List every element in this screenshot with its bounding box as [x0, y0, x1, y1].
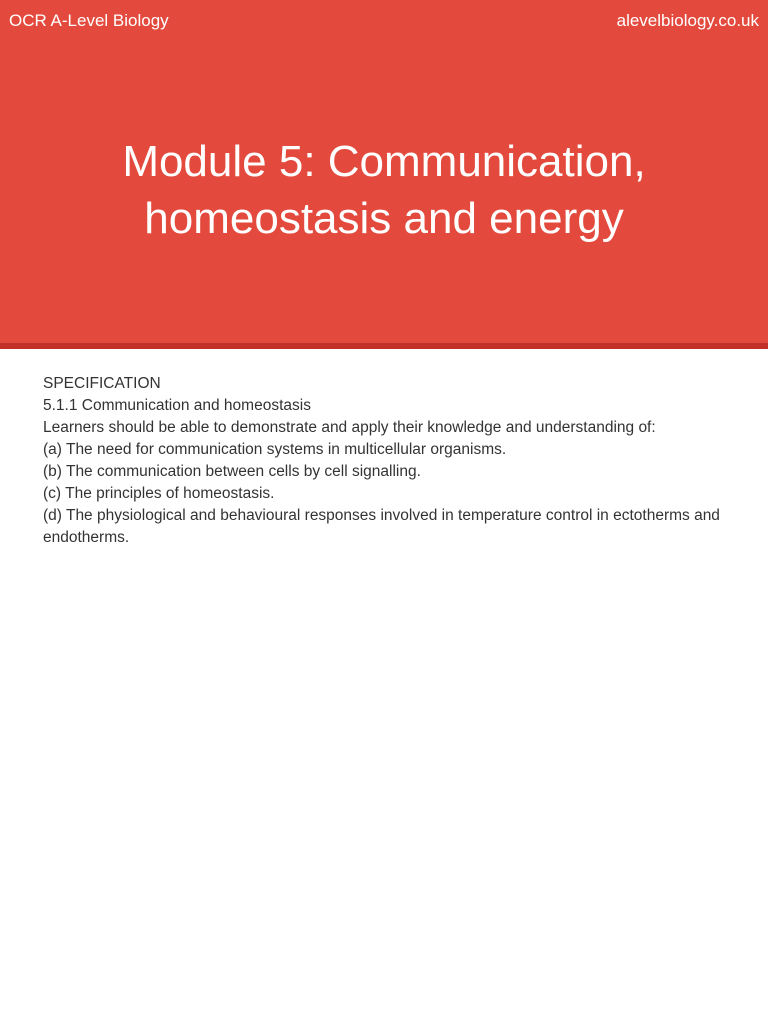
specification-item-b: (b) The communication between cells by cell signalling. — [43, 463, 421, 480]
page-title — [40, 133, 728, 247]
header-divider — [0, 343, 768, 349]
specification-item-a: (a) The need for communication systems in multicellular organisms. — [43, 441, 507, 458]
course-label: OCR A-Level Biology — [9, 11, 169, 30]
specification-item-c: (c) The principles of homeostasis. — [43, 485, 275, 502]
page-title-line-2: homeostasis and energy — [144, 194, 624, 243]
website-label: alevelbiology.co.uk — [616, 11, 759, 30]
specification-item-d: (d) The physiological and behavioural responses involved in temperature control in ectotherms and endotherms. — [43, 507, 720, 546]
page-title-line-1: Module 5: Communication, — [122, 137, 646, 186]
specification-block — [43, 373, 733, 549]
specification-heading: SPECIFICATION — [43, 375, 161, 392]
specification-intro: Learners should be able to demonstrate and apply their knowledge and understanding of: — [43, 419, 656, 436]
specification-section: 5.1.1 Communication and homeostasis — [43, 397, 311, 414]
